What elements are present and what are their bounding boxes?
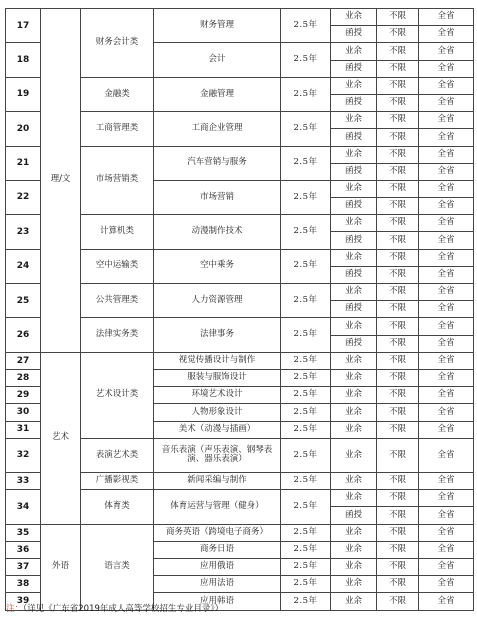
row-number-cell: 36 <box>6 541 41 558</box>
major-group-cell: 理/文 <box>41 9 81 353</box>
duration-cell: 2.5年 <box>281 112 331 146</box>
duration-cell: 2.5年 <box>281 146 331 180</box>
study-mode-cell: 业余 <box>331 43 377 60</box>
study-mode-cell: 函授 <box>331 232 377 249</box>
study-mode-cell: 业余 <box>331 112 377 129</box>
major-group-cell: 外语 <box>41 524 81 610</box>
study-mode-cell: 业余 <box>331 576 377 593</box>
restriction-cell: 不限 <box>377 387 419 404</box>
region-cell: 全省 <box>419 473 474 490</box>
duration-cell: 2.5年 <box>281 318 331 352</box>
region-cell: 全省 <box>419 43 474 60</box>
restriction-cell: 不限 <box>377 129 419 146</box>
study-mode-cell: 业余 <box>331 249 377 266</box>
restriction-cell: 不限 <box>377 507 419 524</box>
category-cell: 语言类 <box>81 524 154 610</box>
major-name-cell: 动漫制作技术 <box>154 215 281 249</box>
study-mode-cell: 业余 <box>331 593 377 610</box>
study-mode-cell: 业余 <box>331 215 377 232</box>
major-name-cell: 商务日语 <box>154 541 281 558</box>
row-number-cell: 25 <box>6 284 41 318</box>
study-mode-cell: 函授 <box>331 60 377 77</box>
duration-cell: 2.5年 <box>281 9 331 43</box>
region-cell: 全省 <box>419 215 474 232</box>
restriction-cell: 不限 <box>377 43 419 60</box>
region-cell: 全省 <box>419 438 474 472</box>
restriction-cell: 不限 <box>377 438 419 472</box>
study-mode-cell: 函授 <box>331 94 377 111</box>
region-cell: 全省 <box>419 284 474 301</box>
study-mode-cell: 函授 <box>331 129 377 146</box>
region-cell: 全省 <box>419 9 474 26</box>
region-cell: 全省 <box>419 421 474 438</box>
region-cell: 全省 <box>419 524 474 541</box>
category-cell: 财务会计类 <box>81 9 154 78</box>
restriction-cell: 不限 <box>377 146 419 163</box>
duration-cell: 2.5年 <box>281 576 331 593</box>
restriction-cell: 不限 <box>377 541 419 558</box>
restriction-cell: 不限 <box>377 26 419 43</box>
duration-cell: 2.5年 <box>281 490 331 524</box>
major-name-cell: 市场营销 <box>154 180 281 214</box>
category-cell: 表演艺术类 <box>81 438 154 472</box>
category-cell: 计算机类 <box>81 215 154 249</box>
category-cell: 市场营销类 <box>81 146 154 215</box>
region-cell: 全省 <box>419 163 474 180</box>
major-name-cell: 商务英语（跨境电子商务） <box>154 524 281 541</box>
table-row <box>6 9 474 26</box>
row-number-cell: 35 <box>6 524 41 541</box>
category-cell: 公共管理类 <box>81 284 154 318</box>
row-number-cell: 29 <box>6 387 41 404</box>
duration-cell: 2.5年 <box>281 473 331 490</box>
restriction-cell: 不限 <box>377 112 419 129</box>
category-cell: 艺术设计类 <box>81 352 154 438</box>
row-number-cell: 23 <box>6 215 41 249</box>
restriction-cell: 不限 <box>377 490 419 507</box>
study-mode-cell: 业余 <box>331 77 377 94</box>
study-mode-cell: 函授 <box>331 507 377 524</box>
major-name-cell: 应用韩语 <box>154 593 281 610</box>
region-cell: 全省 <box>419 387 474 404</box>
row-number-cell: 18 <box>6 43 41 77</box>
region-cell: 全省 <box>419 559 474 576</box>
major-name-cell: 财务管理 <box>154 9 281 43</box>
row-number-cell: 17 <box>6 9 41 43</box>
row-number-cell: 20 <box>6 112 41 146</box>
major-name-cell: 服装与服饰设计 <box>154 369 281 386</box>
restriction-cell: 不限 <box>377 576 419 593</box>
row-number-cell: 30 <box>6 404 41 421</box>
category-cell: 体育类 <box>81 490 154 524</box>
region-cell: 全省 <box>419 541 474 558</box>
study-mode-cell: 业余 <box>331 146 377 163</box>
duration-cell: 2.5年 <box>281 352 331 369</box>
study-mode-cell: 业余 <box>331 490 377 507</box>
study-mode-cell: 业余 <box>331 404 377 421</box>
duration-cell: 2.5年 <box>281 593 331 610</box>
footnote <box>6 602 223 614</box>
region-cell: 全省 <box>419 266 474 283</box>
major-name-cell: 空中乘务 <box>154 249 281 283</box>
region-cell: 全省 <box>419 352 474 369</box>
region-cell: 全省 <box>419 576 474 593</box>
major-name-cell: 人物形象设计 <box>154 404 281 421</box>
region-cell: 全省 <box>419 318 474 335</box>
major-name-cell: 汽车营销与服务 <box>154 146 281 180</box>
study-mode-cell: 业余 <box>331 9 377 26</box>
restriction-cell: 不限 <box>377 473 419 490</box>
row-number-cell: 38 <box>6 576 41 593</box>
restriction-cell: 不限 <box>377 94 419 111</box>
restriction-cell: 不限 <box>377 9 419 26</box>
region-cell: 全省 <box>419 507 474 524</box>
row-number-cell: 26 <box>6 318 41 352</box>
region-cell: 全省 <box>419 490 474 507</box>
duration-cell: 2.5年 <box>281 77 331 111</box>
duration-cell: 2.5年 <box>281 43 331 77</box>
restriction-cell: 不限 <box>377 369 419 386</box>
restriction-cell: 不限 <box>377 559 419 576</box>
major-name-cell: 人力资源管理 <box>154 284 281 318</box>
region-cell: 全省 <box>419 77 474 94</box>
region-cell: 全省 <box>419 198 474 215</box>
row-number-cell: 34 <box>6 490 41 524</box>
major-name-cell: 体育运营与管理（健身） <box>154 490 281 524</box>
restriction-cell: 不限 <box>377 593 419 610</box>
region-cell: 全省 <box>419 369 474 386</box>
study-mode-cell: 业余 <box>331 352 377 369</box>
restriction-cell: 不限 <box>377 421 419 438</box>
region-cell: 全省 <box>419 232 474 249</box>
major-group-cell: 艺术 <box>41 352 81 524</box>
region-cell: 全省 <box>419 249 474 266</box>
study-mode-cell: 业余 <box>331 438 377 472</box>
region-cell: 全省 <box>419 112 474 129</box>
duration-cell: 2.5年 <box>281 559 331 576</box>
row-number-cell: 24 <box>6 249 41 283</box>
category-cell: 法律实务类 <box>81 318 154 352</box>
region-cell: 全省 <box>419 593 474 610</box>
restriction-cell: 不限 <box>377 198 419 215</box>
duration-cell: 2.5年 <box>281 215 331 249</box>
study-mode-cell: 业余 <box>331 524 377 541</box>
restriction-cell: 不限 <box>377 266 419 283</box>
duration-cell: 2.5年 <box>281 180 331 214</box>
row-number-cell: 31 <box>6 421 41 438</box>
study-mode-cell: 业余 <box>331 473 377 490</box>
major-name-cell: 视觉传播设计与制作 <box>154 352 281 369</box>
category-cell: 工商管理类 <box>81 112 154 146</box>
region-cell: 全省 <box>419 180 474 197</box>
restriction-cell: 不限 <box>377 404 419 421</box>
duration-cell: 2.5年 <box>281 284 331 318</box>
study-mode-cell: 函授 <box>331 335 377 352</box>
duration-cell: 2.5年 <box>281 404 331 421</box>
restriction-cell: 不限 <box>377 284 419 301</box>
note-label: 注： <box>6 604 24 614</box>
region-cell: 全省 <box>419 301 474 318</box>
restriction-cell: 不限 <box>377 335 419 352</box>
restriction-cell: 不限 <box>377 352 419 369</box>
duration-cell: 2.5年 <box>281 369 331 386</box>
study-mode-cell: 函授 <box>331 266 377 283</box>
category-cell: 空中运输类 <box>81 249 154 283</box>
region-cell: 全省 <box>419 60 474 77</box>
row-number-cell: 27 <box>6 352 41 369</box>
duration-cell: 2.5年 <box>281 541 331 558</box>
study-mode-cell: 函授 <box>331 163 377 180</box>
region-cell: 全省 <box>419 129 474 146</box>
duration-cell: 2.5年 <box>281 524 331 541</box>
major-name-cell: 应用俄语 <box>154 559 281 576</box>
study-mode-cell: 业余 <box>331 284 377 301</box>
region-cell: 全省 <box>419 146 474 163</box>
row-number-cell: 32 <box>6 438 41 472</box>
study-mode-cell: 业余 <box>331 421 377 438</box>
duration-cell: 2.5年 <box>281 438 331 472</box>
restriction-cell: 不限 <box>377 77 419 94</box>
major-table <box>5 8 474 611</box>
region-cell: 全省 <box>419 335 474 352</box>
region-cell: 全省 <box>419 26 474 43</box>
study-mode-cell: 函授 <box>331 301 377 318</box>
restriction-cell: 不限 <box>377 163 419 180</box>
restriction-cell: 不限 <box>377 301 419 318</box>
major-name-cell: 美术（动漫与插画） <box>154 421 281 438</box>
restriction-cell: 不限 <box>377 215 419 232</box>
major-name-cell: 音乐表演（声乐表演、钢琴表演、器乐表演） <box>154 438 281 472</box>
row-number-cell: 28 <box>6 369 41 386</box>
table-row <box>6 524 474 541</box>
row-number-cell: 37 <box>6 559 41 576</box>
major-name-cell: 法律事务 <box>154 318 281 352</box>
table-row <box>6 352 474 369</box>
category-cell: 金融类 <box>81 77 154 111</box>
restriction-cell: 不限 <box>377 524 419 541</box>
study-mode-cell: 业余 <box>331 318 377 335</box>
restriction-cell: 不限 <box>377 180 419 197</box>
duration-cell: 2.5年 <box>281 387 331 404</box>
restriction-cell: 不限 <box>377 318 419 335</box>
major-name-cell: 会计 <box>154 43 281 77</box>
study-mode-cell: 函授 <box>331 26 377 43</box>
row-number-cell: 21 <box>6 146 41 180</box>
row-number-cell: 22 <box>6 180 41 214</box>
note-text: （详见《广东省2019年成人高等学校招生专业目录》） <box>23 604 224 614</box>
restriction-cell: 不限 <box>377 249 419 266</box>
study-mode-cell: 业余 <box>331 369 377 386</box>
major-name-cell: 应用法语 <box>154 576 281 593</box>
row-number-cell: 33 <box>6 473 41 490</box>
row-number-cell: 39 <box>6 593 41 610</box>
major-name-cell: 环境艺术设计 <box>154 387 281 404</box>
study-mode-cell: 业余 <box>331 180 377 197</box>
major-name-cell: 工商企业管理 <box>154 112 281 146</box>
study-mode-cell: 函授 <box>331 198 377 215</box>
region-cell: 全省 <box>419 404 474 421</box>
row-number-cell: 19 <box>6 77 41 111</box>
restriction-cell: 不限 <box>377 60 419 77</box>
duration-cell: 2.5年 <box>281 421 331 438</box>
study-mode-cell: 业余 <box>331 387 377 404</box>
restriction-cell: 不限 <box>377 232 419 249</box>
category-cell: 广播影视类 <box>81 473 154 490</box>
study-mode-cell: 业余 <box>331 559 377 576</box>
major-name-cell: 金融管理 <box>154 77 281 111</box>
study-mode-cell: 业余 <box>331 541 377 558</box>
region-cell: 全省 <box>419 94 474 111</box>
major-name-cell: 新闻采编与制作 <box>154 473 281 490</box>
duration-cell: 2.5年 <box>281 249 331 283</box>
